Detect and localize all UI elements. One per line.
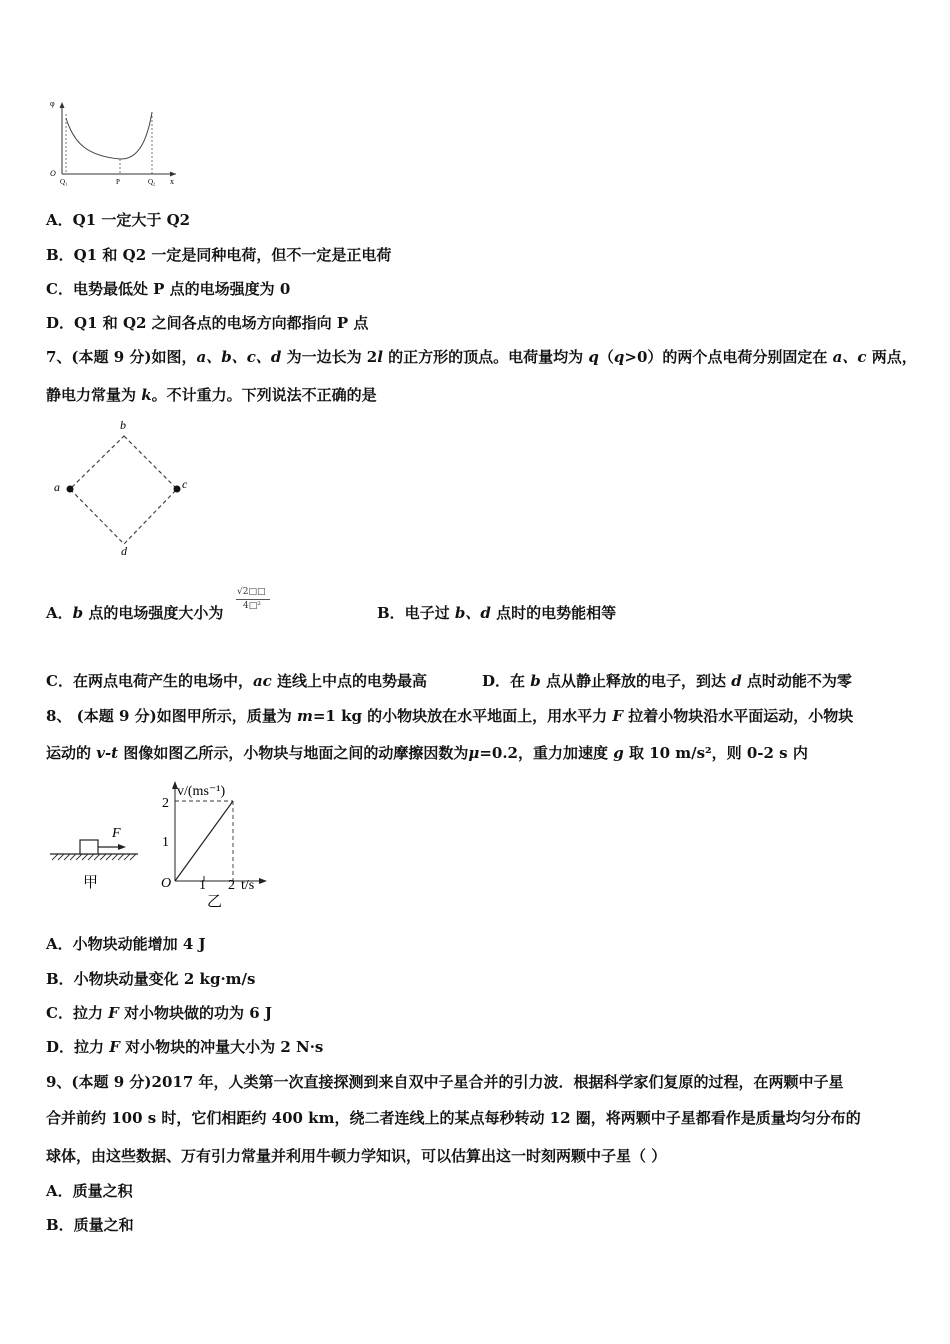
potential-graph [44, 96, 184, 188]
q7-option-c: C．在两点电荷产生的电场中，ac 连线上中点的电势最高 [46, 672, 428, 690]
p-label: P [116, 178, 120, 186]
q1-label: Q₁ [60, 178, 68, 186]
y-tick-2: 2 [162, 796, 169, 811]
q7-stem-line1: 7、(本题 9 分)如图，a、b、c、d 为一边长为 2l 的正方形的顶点。电荷量均为 q（q>0）的两个点电荷分别固定在 a、c 两点， [46, 348, 917, 366]
q7-option-b: B．电子过 b、d 点时的电势能相等 [377, 604, 617, 622]
origin-label: O [50, 169, 56, 178]
q8-option-a: A．小物块动能增加 4 J [46, 935, 206, 953]
q7-option-a: A．b 点的电场强度大小为 [46, 604, 224, 622]
block [80, 840, 98, 854]
force-label: F [112, 826, 121, 841]
charge-c [174, 486, 181, 493]
q8-stem-line2: 运动的 v-t 图像如图乙所示，小物块与地面之间的动摩擦因数为μ=0.2，重力加速度 g 取 10 m/s²，则 0-2 s 内 [46, 744, 808, 762]
v-axis-label: v/(ms⁻¹) [177, 784, 226, 799]
velocity-time-graph [155, 775, 270, 910]
q9-stem-line3: 球体，由这些数据、万有引力常量并利用牛顿力学知识，可以估算出这一时刻两颗中子星（ ） [46, 1147, 667, 1165]
q8-option-b: B．小物块动量变化 2 kg·m/s [46, 970, 256, 988]
q9-stem-line1: 9、(本题 9 分)2017 年，人类第一次直接探测到来自双中子星合并的引力波．根据科学家们复原的过程，在两颗中子星 [46, 1073, 844, 1091]
fraction-bar [236, 599, 270, 600]
vertex-b-label: b [120, 418, 126, 432]
t-axis-label: t/s [241, 878, 255, 893]
x-axis-label: x [170, 177, 174, 186]
figure-caption-jia: 甲 [83, 875, 99, 891]
block-figure-jia [48, 820, 140, 895]
vertex-a-label: a [54, 480, 60, 494]
q6-option-d: D．Q1 和 Q2 之间各点的电场方向都指向 P 点 [46, 314, 369, 332]
x-tick-1: 1 [199, 878, 206, 893]
q6-option-a: A．Q1 一定大于 Q2 [46, 211, 191, 229]
q8-option-d: D．拉力 F 对小物块的冲量大小为 2 N·s [46, 1038, 324, 1056]
x-tick-2: 2 [228, 878, 235, 893]
figure-caption-yi: 乙 [207, 894, 223, 910]
q8-stem-line1: 8、 (本题 9 分)如图甲所示，质量为 m=1 kg 的小物块放在水平地面上，用水平力 F 拉着小物块沿水平面运动，小物块 [46, 707, 854, 725]
q6-option-b: B．Q1 和 Q2 一定是同种电荷，但不一定是正电荷 [46, 246, 392, 264]
q7-stem-line2: 静电力常量为 k。不计重力。下列说法不正确的是 [46, 386, 377, 404]
axis-label-phi: φ [50, 99, 55, 108]
graph-origin: O [161, 876, 172, 891]
q9-option-b: B．质量之和 [46, 1216, 134, 1234]
q7-option-a-fraction-denominator: 4□² [243, 601, 261, 611]
charge-a [67, 486, 74, 493]
y-tick-1: 1 [162, 835, 169, 850]
q9-option-a: A．质量之积 [46, 1182, 133, 1200]
q7-option-d: D．在 b 点从静止释放的电子，到达 d 点时动能不为零 [482, 672, 852, 690]
q2-label: Q₂ [148, 178, 156, 186]
q8-option-c: C．拉力 F 对小物块做的功为 6 J [46, 1004, 273, 1022]
q6-option-c: C．电势最低处 P 点的电场强度为 0 [46, 280, 291, 298]
q7-option-a-fraction-numerator: √2□□ [237, 587, 266, 597]
vertex-c-label: c [182, 477, 188, 491]
q9-stem-line2: 合并前约 100 s 时，它们相距约 400 km，绕二者连线上的某点每秒转动 12 圈，将两颗中子星都看作是质量均匀分布的 [46, 1109, 861, 1127]
square-charges-figure [48, 416, 198, 562]
vertex-d-label: d [121, 544, 127, 558]
